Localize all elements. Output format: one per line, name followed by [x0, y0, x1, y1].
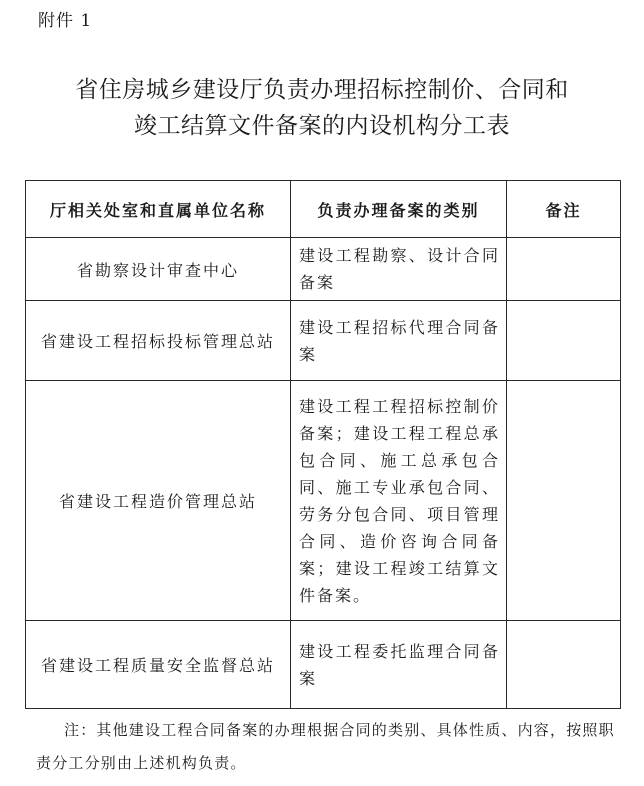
unit-cell: 省建设工程造价管理总站 — [26, 381, 291, 621]
category-cell: 建设工程委托监理合同备案 — [291, 621, 507, 709]
category-cell: 建设工程工程招标控制价备案；建设工程工程总承包合同、施工总承包合同、施工专业承包合同、劳务分包合同、项目管理合同、造价咨询合同备案；建设工程竣工结算文件备案。 — [291, 381, 507, 621]
division-table — [25, 180, 621, 709]
title-line-1: 省住房城乡建设厅负责办理招标控制价、合同和 — [75, 77, 569, 103]
table-row — [26, 381, 621, 621]
footnote: 注：其他建设工程合同备案的办理根据合同的类别、具体性质、内容，按照职责分工分别由上述机构负责。 — [36, 721, 615, 772]
table-row — [26, 238, 621, 301]
document-title — [0, 72, 644, 144]
table-header-row — [26, 181, 621, 238]
title-line-2: 竣工结算文件备案的内设机构分工表 — [134, 113, 510, 139]
unit-cell: 省勘察设计审查中心 — [26, 238, 291, 301]
table-row — [26, 301, 621, 381]
remark-cell — [507, 301, 621, 381]
column-header-unit: 厅相关处室和直属单位名称 — [26, 181, 291, 238]
remark-cell — [507, 238, 621, 301]
remark-cell — [507, 381, 621, 621]
unit-cell: 省建设工程招标投标管理总站 — [26, 301, 291, 381]
column-header-remark: 备注 — [507, 181, 621, 238]
column-header-category: 负责办理备案的类别 — [291, 181, 507, 238]
category-cell: 建设工程勘察、设计合同备案 — [291, 238, 507, 301]
attachment-label: 附件 1 — [38, 11, 93, 31]
category-cell: 建设工程招标代理合同备案 — [291, 301, 507, 381]
table-row — [26, 621, 621, 709]
remark-cell — [507, 621, 621, 709]
unit-cell: 省建设工程质量安全监督总站 — [26, 621, 291, 709]
